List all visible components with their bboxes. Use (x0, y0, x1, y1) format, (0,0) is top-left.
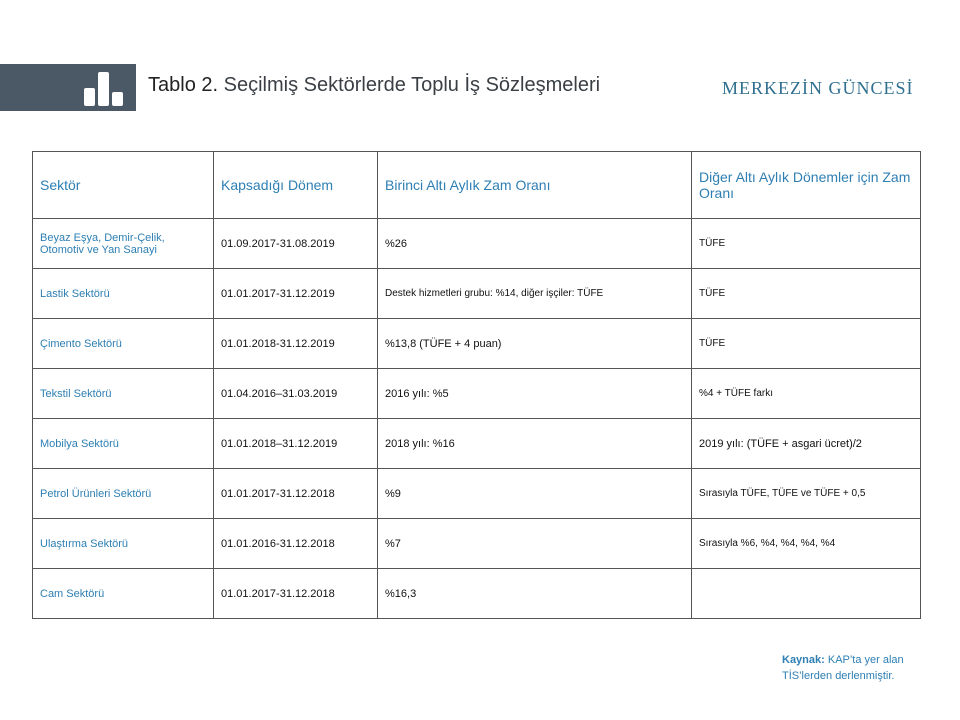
period-cell: 01.01.2018–31.12.2019 (214, 419, 378, 469)
first-six-month-cell: %13,8 (TÜFE + 4 puan) (378, 319, 692, 369)
other-periods-cell: TÜFE (692, 319, 921, 369)
sector-cell: Tekstil Sektörü (33, 369, 214, 419)
source-text: KAP’ta yer alan TİS’lerden derlenmiştir. (782, 654, 904, 682)
period-cell: 01.01.2017-31.12.2019 (214, 269, 378, 319)
column-header: Sektör (33, 152, 214, 219)
column-header: Birinci Altı Aylık Zam Oranı (378, 152, 692, 219)
sector-cell: Mobilya Sektörü (33, 419, 214, 469)
first-six-month-cell: 2018 yılı: %16 (378, 419, 692, 469)
other-periods-cell: %4 + TÜFE farkı (692, 369, 921, 419)
period-cell: 01.01.2016-31.12.2018 (214, 519, 378, 569)
sector-cell: Lastik Sektörü (33, 269, 214, 319)
source-note (782, 652, 932, 684)
title-rest: Seçilmiş Sektörlerde Toplu İş Sözleşmeleri (218, 74, 601, 96)
first-six-month-cell: %26 (378, 219, 692, 269)
first-six-month-cell: Destek hizmetleri grubu: %14, diğer işçiler: TÜFE (378, 269, 692, 319)
other-periods-cell: 2019 yılı: (TÜFE + asgari ücret)/2 (692, 419, 921, 469)
first-six-month-cell: 2016 yılı: %5 (378, 369, 692, 419)
sector-cell: Ulaştırma Sektörü (33, 519, 214, 569)
period-cell: 01.01.2018-31.12.2019 (214, 319, 378, 369)
other-periods-cell: Sırasıyla TÜFE, TÜFE ve TÜFE + 0,5 (692, 469, 921, 519)
period-cell: 01.01.2017-31.12.2018 (214, 569, 378, 619)
table-row (33, 219, 921, 269)
table-row (33, 569, 921, 619)
period-cell: 01.09.2017-31.08.2019 (214, 219, 378, 269)
brand-logo-text: MERKEZİN GÜNCESİ (722, 78, 914, 98)
other-periods-cell: Sırasıyla %6, %4, %4, %4, %4 (692, 519, 921, 569)
table-header-row (33, 152, 921, 219)
table-row (33, 519, 921, 569)
first-six-month-cell: %7 (378, 519, 692, 569)
bar-chart-icon (84, 72, 126, 106)
column-header: Diğer Altı Aylık Dönemler için Zam Oranı (692, 152, 921, 219)
other-periods-cell: TÜFE (692, 269, 921, 319)
sector-cell: Cam Sektörü (33, 569, 214, 619)
first-six-month-cell: %16,3 (378, 569, 692, 619)
column-header: Kapsadığı Dönem (214, 152, 378, 219)
table-row (33, 469, 921, 519)
page-title (148, 74, 600, 97)
other-periods-cell (692, 569, 921, 619)
first-six-month-cell: %9 (378, 469, 692, 519)
sector-cell: Çimento Sektörü (33, 319, 214, 369)
table-row (33, 269, 921, 319)
table-row (33, 369, 921, 419)
sector-cell: Beyaz Eşya, Demir-Çelik, Otomotiv ve Yan Sanayi (33, 219, 214, 269)
table-row (33, 319, 921, 369)
source-label: Kaynak: (782, 654, 825, 666)
other-periods-cell: TÜFE (692, 219, 921, 269)
title-lead: Tablo 2. (148, 74, 219, 96)
table-row (33, 419, 921, 469)
sector-agreements-table (32, 151, 921, 619)
sector-cell: Petrol Ürünleri Sektörü (33, 469, 214, 519)
period-cell: 01.04.2016–31.03.2019 (214, 369, 378, 419)
period-cell: 01.01.2017-31.12.2018 (214, 469, 378, 519)
